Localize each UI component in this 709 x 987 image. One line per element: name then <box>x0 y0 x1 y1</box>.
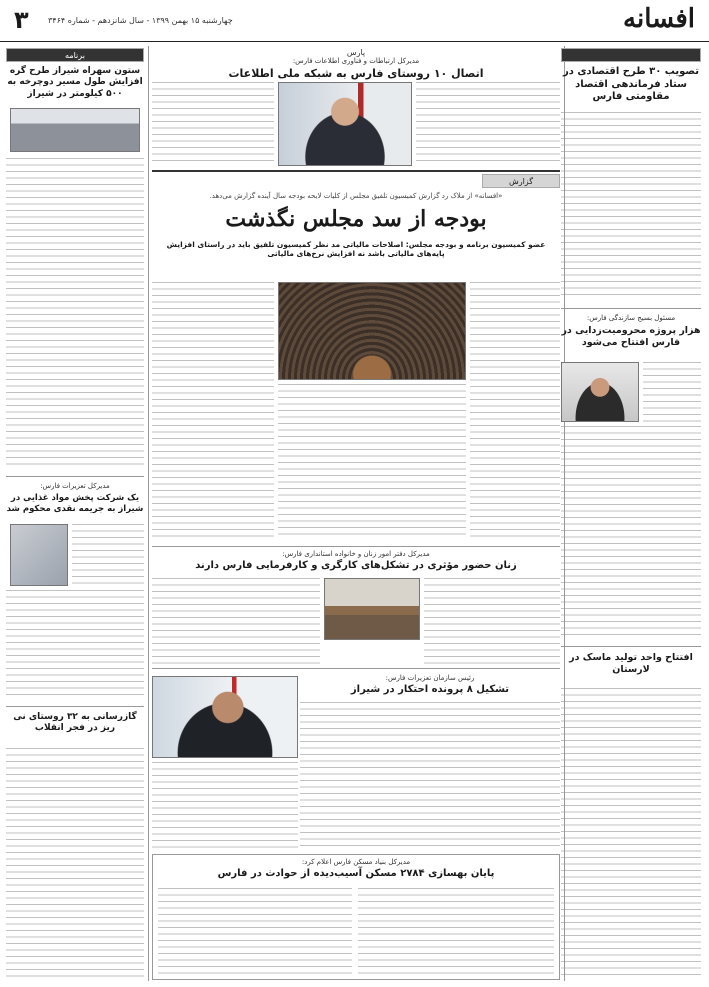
right-story-2-kicker: مسئول بسیج سازندگی فارس: <box>586 314 676 322</box>
dateline: چهارشنبه ۱۵ بهمن ۱۳۹۹ - سال شانزدهم - شماره ۳۴۶۴ <box>48 16 233 25</box>
left-story-1-body <box>6 158 144 468</box>
main-story-body-col2 <box>278 384 466 540</box>
left-story-2-headline: یک شرکت پخش مواد غذایی در شیراز به جریمه نقدی محکوم شد <box>6 493 144 514</box>
mask-person-photo <box>561 362 639 422</box>
road-photo <box>10 108 140 152</box>
divider <box>152 170 560 172</box>
hoarding-story-body-right <box>300 702 560 848</box>
divider <box>152 668 560 669</box>
left-story-1 <box>6 66 144 100</box>
portrait-photo <box>152 676 298 758</box>
top-story-kicker: مدیرکل ارتباطات و فناوری اطلاعات فارس: <box>292 57 420 65</box>
women-story-body-right <box>424 578 560 664</box>
main-story-body-col3 <box>470 282 560 540</box>
left-story-3 <box>6 712 144 735</box>
housing-story <box>156 858 556 881</box>
hoarding-story-kicker: رئیس سازمان تعزیرات فارس: <box>385 674 475 682</box>
main-story-subheadline: عضو کمیسیون برنامه و بودجه مجلس: اصلاحات مالیاتی مد نظر کمیسیون تلفیق باید در راستای افزایش پایه‌های مالیاتی باشد نه افزایش نرخ‌های مالیاتی <box>166 239 546 258</box>
right-story-2-body-a <box>643 362 701 422</box>
left-story-2-body-a <box>72 524 144 586</box>
top-story-source: پارس <box>346 48 366 57</box>
left-story-3-body <box>6 748 144 978</box>
divider <box>6 706 144 707</box>
housing-story-headline: پایان بهسازی ۲۷۸۴ مسکن آسیب‌دیده از حوادث در فارس <box>217 868 495 879</box>
hoarding-story <box>300 674 560 697</box>
masthead <box>0 0 709 42</box>
main-story <box>152 192 560 258</box>
right-story-3-headline: افتتاح واحد تولید ماسک در لارستان <box>569 652 693 675</box>
housing-story-kicker: مدیرکل بنیاد مسکن فارس اعلام کرد: <box>301 858 411 866</box>
meeting-photo <box>324 578 420 640</box>
divider <box>152 546 560 547</box>
main-story-body-col1 <box>152 282 274 540</box>
newspaper-logo: افسانه <box>623 4 695 34</box>
right-story-2 <box>561 314 701 349</box>
right-story-1-body <box>561 112 701 300</box>
divider <box>561 308 701 309</box>
housing-story-body-right <box>358 888 554 976</box>
column-rule-left <box>148 46 149 981</box>
right-story-1 <box>561 66 701 104</box>
right-story-1-headline: تصویب ۳۰ طرح اقتصادی در ستاد فرماندهی اقتصاد مقاومتی فارس <box>562 66 700 102</box>
housing-story-body-left <box>158 888 352 976</box>
main-story-lead: «افسانه» از ملاک رد گزارش کمیسیون تلفیق مجلس از کلیات لایحه بودجه سال آینده گزارش می‌دهد. <box>209 192 503 200</box>
blurred-person-photo <box>10 524 68 586</box>
top-story-body-left <box>152 82 274 166</box>
right-story-3-body <box>561 688 701 978</box>
top-story-body-right <box>416 82 560 166</box>
women-story-headline: زنان حضور مؤثری در تشکل‌های کارگری و کارفرمایی فارس دارند <box>195 560 517 571</box>
divider <box>561 646 701 647</box>
left-story-1-headline: ستون سهراه شیراز طرح گره افزایش طول مسیر دوچرخه به ۵۰۰ کیلومتر در شیراز <box>7 66 143 99</box>
page-number: ۳ <box>14 6 29 34</box>
divider <box>6 476 144 477</box>
left-story-2-kicker: مدیرکل تعزیرات فارس: <box>40 482 110 490</box>
women-story <box>152 550 560 573</box>
hoarding-story-body-left <box>152 762 298 848</box>
left-story-2 <box>6 482 144 514</box>
right-column-tab <box>561 48 701 62</box>
right-story-3 <box>561 652 701 676</box>
top-story <box>152 48 560 81</box>
main-story-headline: بودجه از سد مجلس نگذشت <box>225 206 487 232</box>
official-photo <box>278 82 412 166</box>
left-column-tab: برنامه <box>6 48 144 62</box>
parliament-photo <box>278 282 466 380</box>
right-story-2-headline: هزار پروژه محرومیت‌زدایی در فارس افتتاح می‌شود <box>561 325 701 348</box>
right-story-2-body-b <box>561 426 701 638</box>
left-story-2-body-b <box>6 590 144 698</box>
women-story-body-left <box>152 578 320 664</box>
women-story-kicker: مدیرکل دفتر امور زنان و خانواده استانداری فارس: <box>282 550 430 558</box>
top-story-headline: اتصال ۱۰ روستای فارس به شبکه ملی اطلاعات <box>228 67 484 80</box>
left-story-3-headline: گازرسانی به ۳۲ روستای نی ریز در فجر انقلاب <box>13 712 137 734</box>
hoarding-story-headline: تشکیل ۸ پرونده احتکار در شیراز <box>350 684 510 695</box>
main-story-section-tab: گزارش <box>482 174 560 188</box>
